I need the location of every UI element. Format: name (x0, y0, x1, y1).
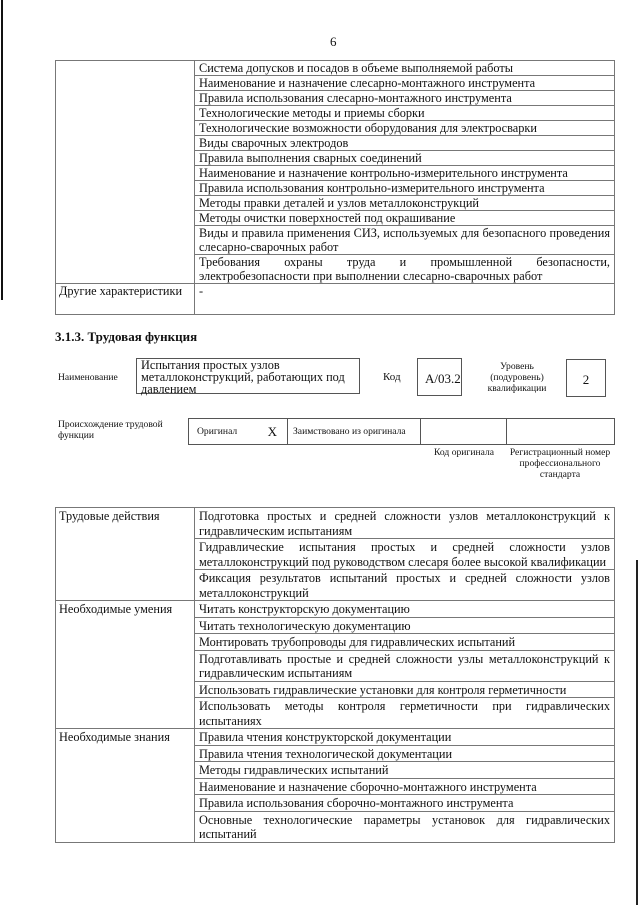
table-row (56, 601, 615, 618)
row-label-empty (56, 61, 195, 284)
table-cell: Правила использования контрольно-измерительного инструмента (195, 181, 615, 196)
table-row (56, 508, 615, 539)
table-cell: Технологические методы и приемы сборки (195, 106, 615, 121)
table-cell: Наименование и назначение слесарно-монтажного инструмента (195, 76, 615, 91)
table-cell: Фиксация результатов испытаний простых и средней сложности узлов металлоконструкций (195, 570, 615, 601)
table-row (56, 284, 615, 315)
table-cell: Правила чтения конструкторской документации (195, 729, 615, 746)
origin-original-mark: X (267, 424, 277, 439)
origin-reg-number-caption: Регистрационный номер профессионального стандарта (509, 447, 611, 480)
table-cell: Гидравлические испытания простых и средней сложности узлов металлоконструкций под руководством слесаря более высокой квалификации (195, 539, 615, 570)
table-cell: Система допусков и посадов в объеме выполняемой работы (195, 61, 615, 76)
table-cell: Виды сварочных электродов (195, 136, 615, 151)
table-cell: Наименование и назначение сборочно-монтажного инструмента (195, 778, 615, 795)
origin-code-caption: Код оригинала (433, 447, 495, 458)
page-number: 6 (330, 34, 337, 49)
knowledge-continuation-table (55, 60, 615, 315)
table-cell: Правила чтения технологической документации (195, 745, 615, 762)
table-cell: Основные технологические параметры установок для гидравлических испытаний (195, 811, 615, 842)
function-code-value: A/03.2 (417, 358, 462, 396)
origin-original-label: Оригинал (197, 426, 238, 437)
table-cell: Правила использования слесарно-монтажного инструмента (195, 91, 615, 106)
origin-code-cell (421, 419, 507, 444)
table-cell: Использовать гидравлические установки для контроля герметичности (195, 681, 615, 698)
table-cell: Правила выполнения сварных соединений (195, 151, 615, 166)
qualification-level-value: 2 (566, 359, 606, 397)
table-cell: Методы правки деталей и узлов металлоконструкций (195, 196, 615, 211)
qualification-level-label: Уровень (подуровень) квалификации (487, 361, 547, 394)
table-cell: Подготавливать простые и средней сложности узлы металлоконструкций к гидравлическим испытаниям (195, 650, 615, 681)
table-cell: Наименование и назначение контрольно-измерительного инструмента (195, 166, 615, 181)
table-cell: Использовать методы контроля герметичности при гидравлических испытаниях (195, 698, 615, 729)
origin-row (188, 418, 615, 445)
table-cell: Монтировать трубопроводы для гидравлических испытаний (195, 634, 615, 651)
table-row (56, 61, 615, 76)
scan-edge-right (636, 560, 638, 905)
row-label-knowledge: Необходимые знания (56, 729, 195, 843)
row-label-skills: Необходимые умения (56, 601, 195, 729)
table-cell: Виды и правила применения СИЗ, используемых для безопасного проведения слесарно-сварочных работ (195, 226, 615, 255)
origin-reg-number-cell (507, 419, 614, 444)
table-cell: Подготовка простых и средней сложности узлов металлоконструкций к гидравлическим испытаниям (195, 508, 615, 539)
table-cell: Требования охраны труда и промышленной безопасности, электробезопасности при выполнении слесарно-сварочных работ (195, 255, 615, 284)
table-cell: Технологические возможности оборудования для электросварки (195, 121, 615, 136)
table-cell: Читать технологическую документацию (195, 617, 615, 634)
table-cell: - (195, 284, 615, 315)
origin-label: Происхождение трудовой функции (58, 419, 163, 441)
origin-borrowed-cell: Заимствовано из оригинала (288, 419, 421, 444)
table-cell: Методы очистки поверхностей под окрашивание (195, 211, 615, 226)
table-cell: Читать конструкторскую документацию (195, 601, 615, 618)
origin-original-cell (189, 419, 288, 444)
table-cell: Методы гидравлических испытаний (195, 762, 615, 779)
row-label-other: Другие характеристики (56, 284, 195, 315)
table-cell: Правила использования сборочно-монтажного инструмента (195, 795, 615, 812)
labor-function-table (55, 507, 615, 843)
function-name-value: Испытания простых узлов металлоконструкций, работающих под давлением (136, 358, 360, 394)
section-title: 3.1.3. Трудовая функция (55, 329, 198, 344)
scan-edge-left (1, 0, 3, 300)
table-row (56, 729, 615, 746)
name-label: Наименование (58, 372, 118, 383)
row-label-actions: Трудовые действия (56, 508, 195, 601)
code-label: Код (383, 371, 401, 383)
